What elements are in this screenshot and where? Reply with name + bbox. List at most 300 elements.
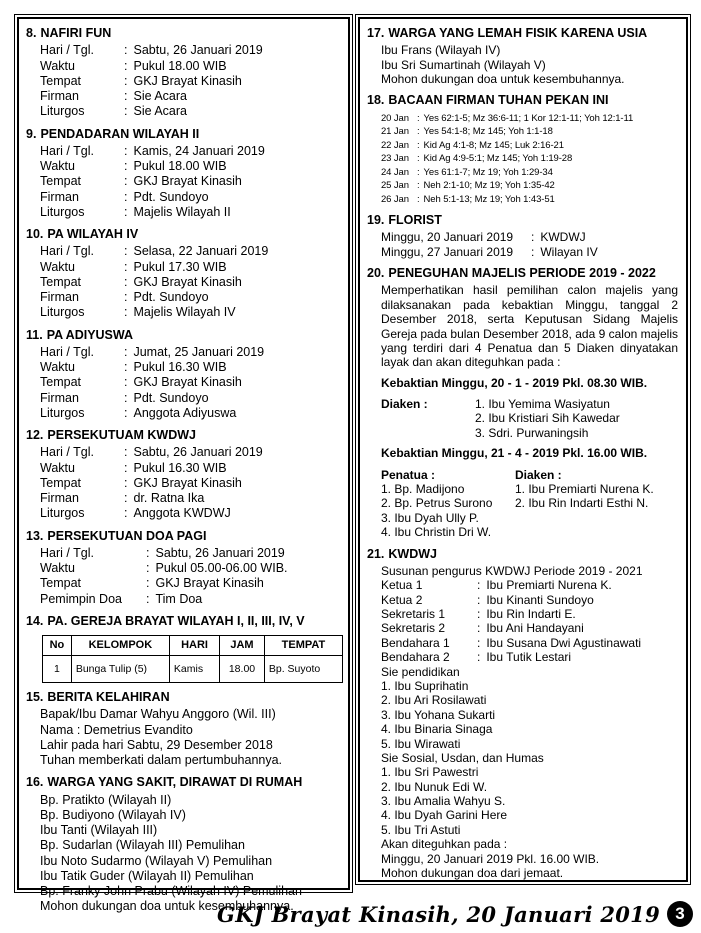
section-12 <box>26 428 343 522</box>
reading-refs: Kid Ag 4:9-5:1; Mz 145; Yoh 1:19-28 <box>423 153 573 165</box>
reading-date: 21 Jan <box>381 126 409 138</box>
field-label: Hari / Tgl. <box>40 244 94 259</box>
label-list <box>381 397 681 440</box>
field-value: Wilayan IV <box>540 244 598 259</box>
field-label: Liturgos <box>40 305 85 320</box>
field-label: Hari / Tgl. <box>40 143 94 158</box>
section-14 <box>26 614 343 683</box>
text-line: Ibu Tatik Guder (Wilayah II) Pemulihan <box>40 868 254 883</box>
field-colon: : <box>124 104 128 119</box>
field-value: GKJ Brayat Kinasih <box>155 576 264 591</box>
field-label: Pemimpin Doa <box>40 591 122 606</box>
two-column-lists <box>381 468 681 540</box>
section-body <box>367 228 681 259</box>
field-value: Anggota Adiyuswa <box>133 405 237 420</box>
table-header-cell: HARI <box>169 636 219 656</box>
field-value: Sabtu, 26 Januari 2019 <box>133 445 263 460</box>
right-column-content <box>358 17 688 882</box>
fields-block <box>40 43 343 119</box>
section-number: 17. <box>367 26 385 40</box>
field-label: Tempat <box>40 375 81 390</box>
text-line: Bp. Sudarlan (Wilayah III) Pemulihan <box>40 838 245 853</box>
field-label: Liturgos <box>40 204 85 219</box>
reading-colon: : <box>417 153 420 165</box>
reading-date: 22 Jan <box>381 139 409 151</box>
field-colon: : <box>146 561 150 575</box>
section-heading <box>26 614 343 629</box>
field-row <box>40 104 343 119</box>
section-heading <box>367 266 681 281</box>
text-line: Lahir pada hari Sabtu, 29 Desember 2018 <box>40 737 273 752</box>
field-label: Minggu, 20 Januari 2019 <box>381 230 514 245</box>
field-colon: : <box>124 244 128 259</box>
field-colon: : <box>124 506 128 521</box>
field-colon: : <box>477 650 481 665</box>
lines-block <box>381 564 681 578</box>
section-10 <box>26 227 343 321</box>
field-row <box>40 144 343 159</box>
field-colon: : <box>124 204 128 219</box>
list-item: 2. Ibu Kristiari Sih Kawedar <box>475 411 620 426</box>
field-value: Pukul 16.30 WIB <box>133 360 227 374</box>
text-line: Sie pendidikan <box>381 664 460 679</box>
text-line: 4. Ibu Binaria Sinaga <box>381 722 493 737</box>
field-row <box>40 275 343 290</box>
section-body <box>26 242 343 320</box>
section-body <box>367 41 681 86</box>
text-line: Tuhan memberkati dalam pertumbuhannya. <box>40 753 283 768</box>
field-colon: : <box>124 290 128 304</box>
field-value: GKJ Brayat Kinasih <box>133 475 242 490</box>
field-value: Ibu Rin Indarti E. <box>486 607 576 622</box>
reading-row <box>381 152 681 165</box>
section-title: PA WILAYAH IV <box>47 227 139 241</box>
list-item: 1. Bp. Madijono <box>381 482 465 497</box>
field-label: Firman <box>40 390 79 405</box>
text-line: 4. Ibu Dyah Garini Here <box>381 808 508 823</box>
field-value: Ibu Ani Handayani <box>486 621 584 636</box>
section-17 <box>367 26 681 86</box>
field-row <box>381 636 681 650</box>
field-label: Tempat <box>40 274 81 289</box>
field-label: Firman <box>40 189 79 204</box>
section-number: 10. <box>26 227 44 241</box>
list-item: 1. Ibu Premiarti Nurena K. <box>515 482 654 497</box>
field-label: Ketua 1 <box>381 578 423 593</box>
field-label: Sekretaris 2 <box>381 621 446 636</box>
section-heading <box>367 547 681 562</box>
section-heading <box>367 93 681 108</box>
field-label: Tempat <box>40 73 81 88</box>
section-number: 14. <box>26 613 44 628</box>
section-heading <box>26 529 343 544</box>
field-label: Bendahara 1 <box>381 635 450 650</box>
field-value: Sabtu, 26 Januari 2019 <box>133 43 263 58</box>
section-heading <box>26 127 343 142</box>
readings-block <box>381 111 681 206</box>
section-body <box>26 142 343 220</box>
field-row <box>40 59 343 74</box>
section-body <box>26 705 343 768</box>
field-row <box>381 650 681 664</box>
text-line: Mohon dukungan doa untuk kesembuhannya. <box>40 899 294 914</box>
reading-colon: : <box>417 112 420 124</box>
field-row <box>40 159 343 174</box>
left-column-content <box>17 17 350 914</box>
section-15 <box>26 690 343 768</box>
section-20 <box>367 266 681 540</box>
field-row <box>40 345 343 360</box>
text-line: Susunan pengurus KWDWJ Periode 2019 - 2021 <box>381 563 643 578</box>
field-value: KWDWJ <box>540 230 586 245</box>
section-heading <box>367 26 681 41</box>
section-number: 12. <box>26 428 44 442</box>
section-heading <box>367 213 681 228</box>
fields-block <box>381 230 681 259</box>
field-value: Ibu Susana Dwi Agustinawati <box>486 635 642 650</box>
page-number-badge: 3 <box>667 901 693 927</box>
table-header-cell: JAM <box>220 636 265 656</box>
section-9 <box>26 127 343 221</box>
reading-date: 25 Jan <box>381 180 409 192</box>
field-label: Sekretaris 1 <box>381 607 446 622</box>
section-body <box>26 791 343 915</box>
field-row <box>381 621 681 635</box>
field-row <box>40 561 343 576</box>
table-cell: 1 <box>43 656 72 683</box>
reading-row <box>381 112 681 125</box>
field-label: Hari / Tgl. <box>40 344 94 359</box>
field-colon: : <box>124 405 128 420</box>
text-line: Mohon dukungan doa dari jemaat. <box>381 866 564 881</box>
field-label: Hari / Tgl. <box>40 545 94 560</box>
field-value: Kamis, 24 Januari 2019 <box>133 143 265 158</box>
field-label: Firman <box>40 491 79 505</box>
reading-refs: Kid Ag 4:1-8; Mz 145; Luk 2:16-21 <box>423 139 564 151</box>
reading-refs: Yes 54:1-8; Mz 145; Yoh 1:1-18 <box>423 126 553 138</box>
section-number: 16. <box>26 775 44 790</box>
field-row <box>40 305 343 320</box>
field-colon: : <box>124 143 128 158</box>
reading-date: 24 Jan <box>381 166 409 178</box>
lines-block <box>40 707 343 768</box>
section-body <box>26 41 343 119</box>
section-number: 15. <box>26 690 44 705</box>
reading-colon: : <box>417 193 420 205</box>
section-8 <box>26 26 343 120</box>
field-value: Majelis Wilayah IV <box>133 305 236 320</box>
reading-row <box>381 179 681 192</box>
field-value: Pdt. Sundoyo <box>133 189 209 204</box>
list-item: 3. Ibu Dyah Ully P. <box>381 510 479 525</box>
reading-colon: : <box>417 126 420 138</box>
fields-block <box>40 144 343 220</box>
field-colon: : <box>124 475 128 490</box>
reading-date: 20 Jan <box>381 112 409 124</box>
section-body <box>26 443 343 521</box>
list-item: 1. Ibu Yemima Wasiyatun <box>475 397 610 412</box>
text-line: Mohon dukungan doa untuk kesembuhannya. <box>381 72 625 87</box>
field-row <box>40 174 343 189</box>
reading-refs: Yes 61:1-7; Mz 19; Yoh 1:29-34 <box>423 166 553 178</box>
section-11 <box>26 328 343 422</box>
field-value: Tim Doa <box>155 591 203 606</box>
text-line: Ibu Sri Sumartinah (Wilayah V) <box>381 57 546 72</box>
field-label: Firman <box>40 89 79 103</box>
section-number: 9. <box>26 126 37 141</box>
reading-row <box>381 166 681 179</box>
field-row <box>40 260 343 275</box>
field-row <box>40 391 343 406</box>
table-cell: 18.00 <box>220 656 265 683</box>
field-colon: : <box>477 635 481 650</box>
fields-block <box>40 445 343 521</box>
field-row <box>40 360 343 375</box>
text-line: Ibu Noto Sudarmo (Wilayah V) Pemulihan <box>40 853 273 868</box>
field-colon: : <box>477 592 481 607</box>
field-row <box>381 578 681 592</box>
list-column <box>515 468 681 540</box>
section-21 <box>367 547 681 881</box>
text-line: 2. Ibu Ari Rosilawati <box>381 693 487 708</box>
field-row <box>40 375 343 390</box>
field-row <box>381 230 681 244</box>
list-items <box>475 397 620 440</box>
field-colon: : <box>124 89 128 103</box>
section-heading <box>26 328 343 343</box>
fields-block <box>40 546 343 607</box>
field-label: Waktu <box>40 259 75 274</box>
list-column-header: Penatua : <box>381 467 436 482</box>
field-row <box>40 592 343 607</box>
field-colon: : <box>124 491 128 505</box>
section-title: PENEGUHAN MAJELIS PERIODE 2019 - 2022 <box>388 266 656 281</box>
field-colon: : <box>124 445 128 460</box>
field-colon: : <box>124 390 128 405</box>
field-colon: : <box>477 607 481 622</box>
field-value: Pdt. Sundoyo <box>133 290 209 304</box>
field-row <box>40 89 343 104</box>
fields-block <box>40 244 343 320</box>
table-header-cell: KELOMPOK <box>71 636 169 656</box>
reading-date: 26 Jan <box>381 193 409 205</box>
field-label: Waktu <box>40 561 75 575</box>
text-line: Ibu Tanti (Wilayah III) <box>40 823 158 838</box>
field-row <box>40 576 343 591</box>
table-header-cell: No <box>43 636 72 656</box>
text-line: Bp. Pratikto (Wilayah II) <box>40 792 172 807</box>
section-body <box>367 562 681 881</box>
list-item: 2. Bp. Petrus Surono <box>381 496 493 511</box>
field-row <box>40 406 343 421</box>
field-label: Ketua 2 <box>381 592 423 607</box>
section-title: BERITA KELAHIRAN <box>47 690 170 705</box>
text-line: 3. Ibu Yohana Sukarti <box>381 707 496 722</box>
field-colon: : <box>124 259 128 274</box>
field-value: Selasa, 22 Januari 2019 <box>133 244 269 259</box>
field-row <box>40 290 343 305</box>
lines-block <box>381 665 681 881</box>
field-colon: : <box>146 576 150 591</box>
field-value: Ibu Premiarti Nurena K. <box>486 578 612 593</box>
text-line: Sie Sosial, Usdan, dan Humas <box>381 750 544 765</box>
section-title: WARGA YANG SAKIT, DIRAWAT DI RUMAH <box>47 775 303 790</box>
field-label: Liturgos <box>40 405 85 420</box>
field-value: Pukul 18.00 WIB <box>133 159 227 173</box>
list-column-header: Diaken : <box>515 467 562 482</box>
field-colon: : <box>146 545 150 560</box>
field-value: Pukul 05.00-06.00 WIB. <box>155 561 288 575</box>
section-heading <box>26 690 343 705</box>
field-label: Bendahara 2 <box>381 650 450 665</box>
reading-colon: : <box>417 166 420 178</box>
field-colon: : <box>124 73 128 88</box>
field-value: Pdt. Sundoyo <box>133 390 209 405</box>
text-line: 5. Ibu Tri Astuti <box>381 822 461 837</box>
field-value: Sie Acara <box>133 89 187 103</box>
field-value: dr. Ratna Ika <box>133 491 205 505</box>
field-label: Tempat <box>40 475 81 490</box>
section-title: KWDWJ <box>388 546 437 561</box>
text-line: Bapak/Ibu Damar Wahyu Anggoro (Wil. III) <box>40 707 276 722</box>
field-label: Liturgos <box>40 104 85 119</box>
field-value: GKJ Brayat Kinasih <box>133 274 242 289</box>
list-item: 2. Ibu Rin Indarti Esthi N. <box>515 496 649 511</box>
section-title: NAFIRI FUN <box>40 26 112 40</box>
text-line: 1. Ibu Sri Pawestri <box>381 765 479 780</box>
text-line: 3. Ibu Amalia Wahyu S. <box>381 794 506 809</box>
field-row <box>40 476 343 491</box>
field-row <box>40 244 343 259</box>
field-label: Tempat <box>40 174 81 189</box>
section-body <box>367 281 681 539</box>
section-number: 19. <box>367 213 385 228</box>
section-number: 21. <box>367 546 385 561</box>
section-heading <box>26 227 343 242</box>
field-label: Liturgos <box>40 506 85 521</box>
field-row <box>40 205 343 220</box>
table-cell: Kamis <box>169 656 219 683</box>
field-row <box>40 74 343 89</box>
page-footer <box>217 901 693 927</box>
section-title: BACAAN FIRMAN TUHAN PEKAN INI <box>388 93 609 108</box>
field-value: Pukul 17.30 WIB <box>133 259 227 274</box>
field-colon: : <box>477 578 481 593</box>
reading-colon: : <box>417 180 420 192</box>
fields-block <box>40 345 343 421</box>
field-colon: : <box>531 244 535 259</box>
section-title: PERSEKUTUAM KWDWJ <box>47 428 196 442</box>
list-item: 4. Ibu Christin Dri W. <box>381 525 492 540</box>
field-value: Pukul 18.00 WIB <box>133 58 227 73</box>
list-label: Diaken : <box>381 397 428 412</box>
field-colon: : <box>124 305 128 320</box>
field-value: Majelis Wilayah II <box>133 204 231 219</box>
section-number: 11. <box>26 327 43 342</box>
field-label: Minggu, 27 Januari 2019 <box>381 244 514 259</box>
text-line: Bp. Budiyono (Wilayah IV) <box>40 807 186 822</box>
section-19 <box>367 213 681 259</box>
bold-line: Kebaktian Minggu, 21 - 4 - 2019 Pkl. 16.00 WIB. <box>381 446 648 461</box>
section-number: 18. <box>367 93 385 108</box>
field-row <box>40 491 343 506</box>
reading-refs: Neh 5:1-13; Mz 19; Yoh 1:43-51 <box>423 193 555 205</box>
section-title: WARGA YANG LEMAH FISIK KARENA USIA <box>388 26 648 40</box>
footer-text: GKJ Brayat Kinasih, 20 Januari 2019 <box>217 901 660 927</box>
field-colon: : <box>124 189 128 204</box>
bold-line: Kebaktian Minggu, 20 - 1 - 2019 Pkl. 08.30 WIB. <box>381 375 648 390</box>
reading-row <box>381 139 681 152</box>
section-title: PA. GEREJA BRAYAT WILAYAH I, II, III, IV, V <box>47 613 305 628</box>
schedule-table <box>42 635 343 683</box>
field-colon: : <box>146 591 150 606</box>
fields-block <box>381 578 681 664</box>
field-label: Tempat <box>40 576 81 591</box>
reading-date: 23 Jan <box>381 153 409 165</box>
section-heading <box>26 428 343 443</box>
right-column <box>355 14 691 885</box>
table-header-cell: TEMPAT <box>264 636 342 656</box>
field-row <box>40 190 343 205</box>
section-title: PERSEKUTUAN DOA PAGI <box>47 528 207 543</box>
text-line: Ibu Frans (Wilayah IV) <box>381 43 501 58</box>
text-line: Bp. Franky John Prabu (Wilayah IV) Pemulihan <box>40 884 302 899</box>
field-value: GKJ Brayat Kinasih <box>133 73 242 88</box>
field-label: Hari / Tgl. <box>40 43 94 58</box>
field-row <box>381 245 681 259</box>
text-line: Minggu, 20 Januari 2019 Pkl. 16.00 WIB. <box>381 851 600 866</box>
table-row <box>43 656 343 683</box>
field-value: Sie Acara <box>133 104 187 119</box>
section-title: FLORIST <box>388 213 442 228</box>
field-colon: : <box>124 274 128 289</box>
section-number: 13. <box>26 528 44 543</box>
field-row <box>40 445 343 460</box>
table-header-row <box>43 636 343 656</box>
section-number: 20. <box>367 266 385 281</box>
reading-row <box>381 125 681 138</box>
section-body <box>26 343 343 421</box>
section-title: PENDADARAN WILAYAH II <box>40 126 200 141</box>
section-13 <box>26 529 343 607</box>
field-value: Pukul 16.30 WIB <box>133 460 227 475</box>
field-row <box>381 607 681 621</box>
field-colon: : <box>124 159 128 173</box>
field-row <box>40 43 343 58</box>
text-line: Akan diteguhkan pada : <box>381 837 508 852</box>
text-line: 5. Ibu Wirawati <box>381 736 461 751</box>
section-body <box>367 109 681 206</box>
field-value: Anggota KWDWJ <box>133 506 231 521</box>
section-16 <box>26 775 343 914</box>
field-value: GKJ Brayat Kinasih <box>133 375 242 390</box>
field-label: Firman <box>40 290 79 304</box>
field-label: Waktu <box>40 360 75 374</box>
text-line: Nama : Demetrius Evandito <box>40 722 193 737</box>
field-colon: : <box>531 230 535 245</box>
field-row <box>40 546 343 561</box>
table-cell: Bp. Suyoto <box>264 656 342 683</box>
paragraph: Memperhatikan hasil pemilihan calon majelis yang dilaksanakan pada kebaktian Minggu, tanggal 2 Desember 2018, serta Keputusan Sidang Majelis Gereja pada bulan Desember 2018, ada 9 calon majelis yang terdiri dari 4 Penatua dan 5 Diaken dinyatakan layak dan akan diteguhkan pada : <box>381 283 678 370</box>
table-cell: Bunga Tulip (5) <box>71 656 169 683</box>
text-line: 1. Ibu Suprihatin <box>381 678 469 693</box>
field-colon: : <box>124 58 128 73</box>
list-item: 3. Sdri. Purwaningsih <box>475 425 589 440</box>
reading-refs: Yes 62:1-5; Mz 36:6-11; 1 Kor 12:1-11; Yoh 12:1-11 <box>423 112 634 124</box>
field-colon: : <box>124 174 128 189</box>
field-colon: : <box>124 360 128 374</box>
reading-row <box>381 193 681 206</box>
